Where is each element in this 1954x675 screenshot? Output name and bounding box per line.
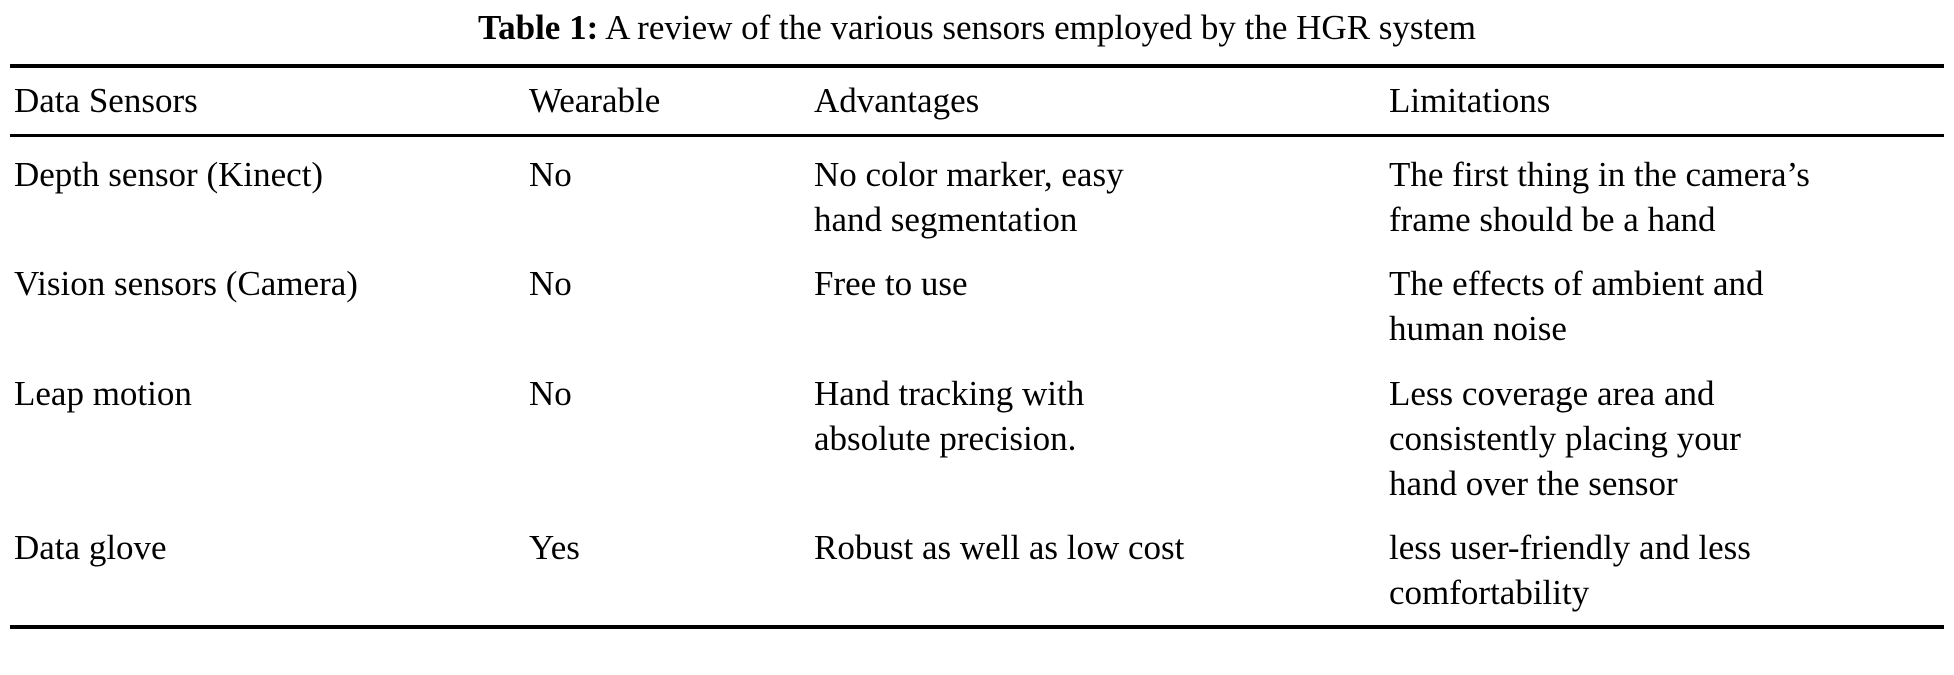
table-bottom-rule xyxy=(10,627,1944,643)
table-row xyxy=(10,515,1944,627)
cell-wearable: Yes xyxy=(529,528,580,568)
cell-sensor: Data glove xyxy=(14,528,167,568)
column-header-advantages: Advantages xyxy=(810,70,1385,136)
text-line: The first thing in the camera’s xyxy=(1389,154,1810,194)
text-line: absolute precision. xyxy=(814,418,1077,458)
column-header-wearable: Wearable xyxy=(525,70,810,136)
cell-wearable: No xyxy=(529,154,572,194)
cell-sensor: Depth sensor (Kinect) xyxy=(14,154,324,194)
text-line: frame should be a hand xyxy=(1389,199,1716,239)
cell-wearable: No xyxy=(529,373,572,413)
column-header-limitations: Limitations xyxy=(1385,70,1944,136)
cell-limitations xyxy=(1385,251,1944,361)
table-caption-label: Table 1: xyxy=(477,8,599,47)
column-header-data-sensors: Data Sensors xyxy=(10,70,525,136)
cell-advantages xyxy=(810,361,1385,515)
cell-advantages xyxy=(810,515,1385,627)
table-header-row xyxy=(10,70,1944,136)
cell-sensor: Leap motion xyxy=(14,373,192,413)
text-line: hand segmentation xyxy=(814,199,1078,239)
cell-wearable: No xyxy=(529,264,572,304)
text-line: Robust as well as low cost xyxy=(814,528,1185,568)
cell-advantages xyxy=(810,251,1385,361)
text-line: less user-friendly and less xyxy=(1389,528,1751,568)
text-line: hand over the sensor xyxy=(1389,463,1678,503)
text-line: Free to use xyxy=(814,264,968,304)
text-line: consistently placing your xyxy=(1389,418,1741,458)
text-line: comfortability xyxy=(1389,573,1590,613)
cell-limitations xyxy=(1385,361,1944,515)
sensors-table xyxy=(10,64,1944,643)
cell-sensor: Vision sensors (Camera) xyxy=(14,264,358,304)
cell-advantages xyxy=(810,135,1385,251)
text-line: Less coverage area and xyxy=(1389,373,1715,413)
text-line: Hand tracking with xyxy=(814,373,1085,413)
text-line: No color marker, easy xyxy=(814,154,1124,194)
table-row xyxy=(10,361,1944,515)
cell-limitations xyxy=(1385,515,1944,627)
table-row xyxy=(10,135,1944,251)
text-line: human noise xyxy=(1389,309,1567,349)
table-caption-text: A review of the various sensors employed by the HGR system xyxy=(605,8,1477,47)
table-caption xyxy=(10,0,1944,64)
cell-limitations xyxy=(1385,135,1944,251)
text-line: The effects of ambient and xyxy=(1389,264,1764,304)
table-row xyxy=(10,251,1944,361)
